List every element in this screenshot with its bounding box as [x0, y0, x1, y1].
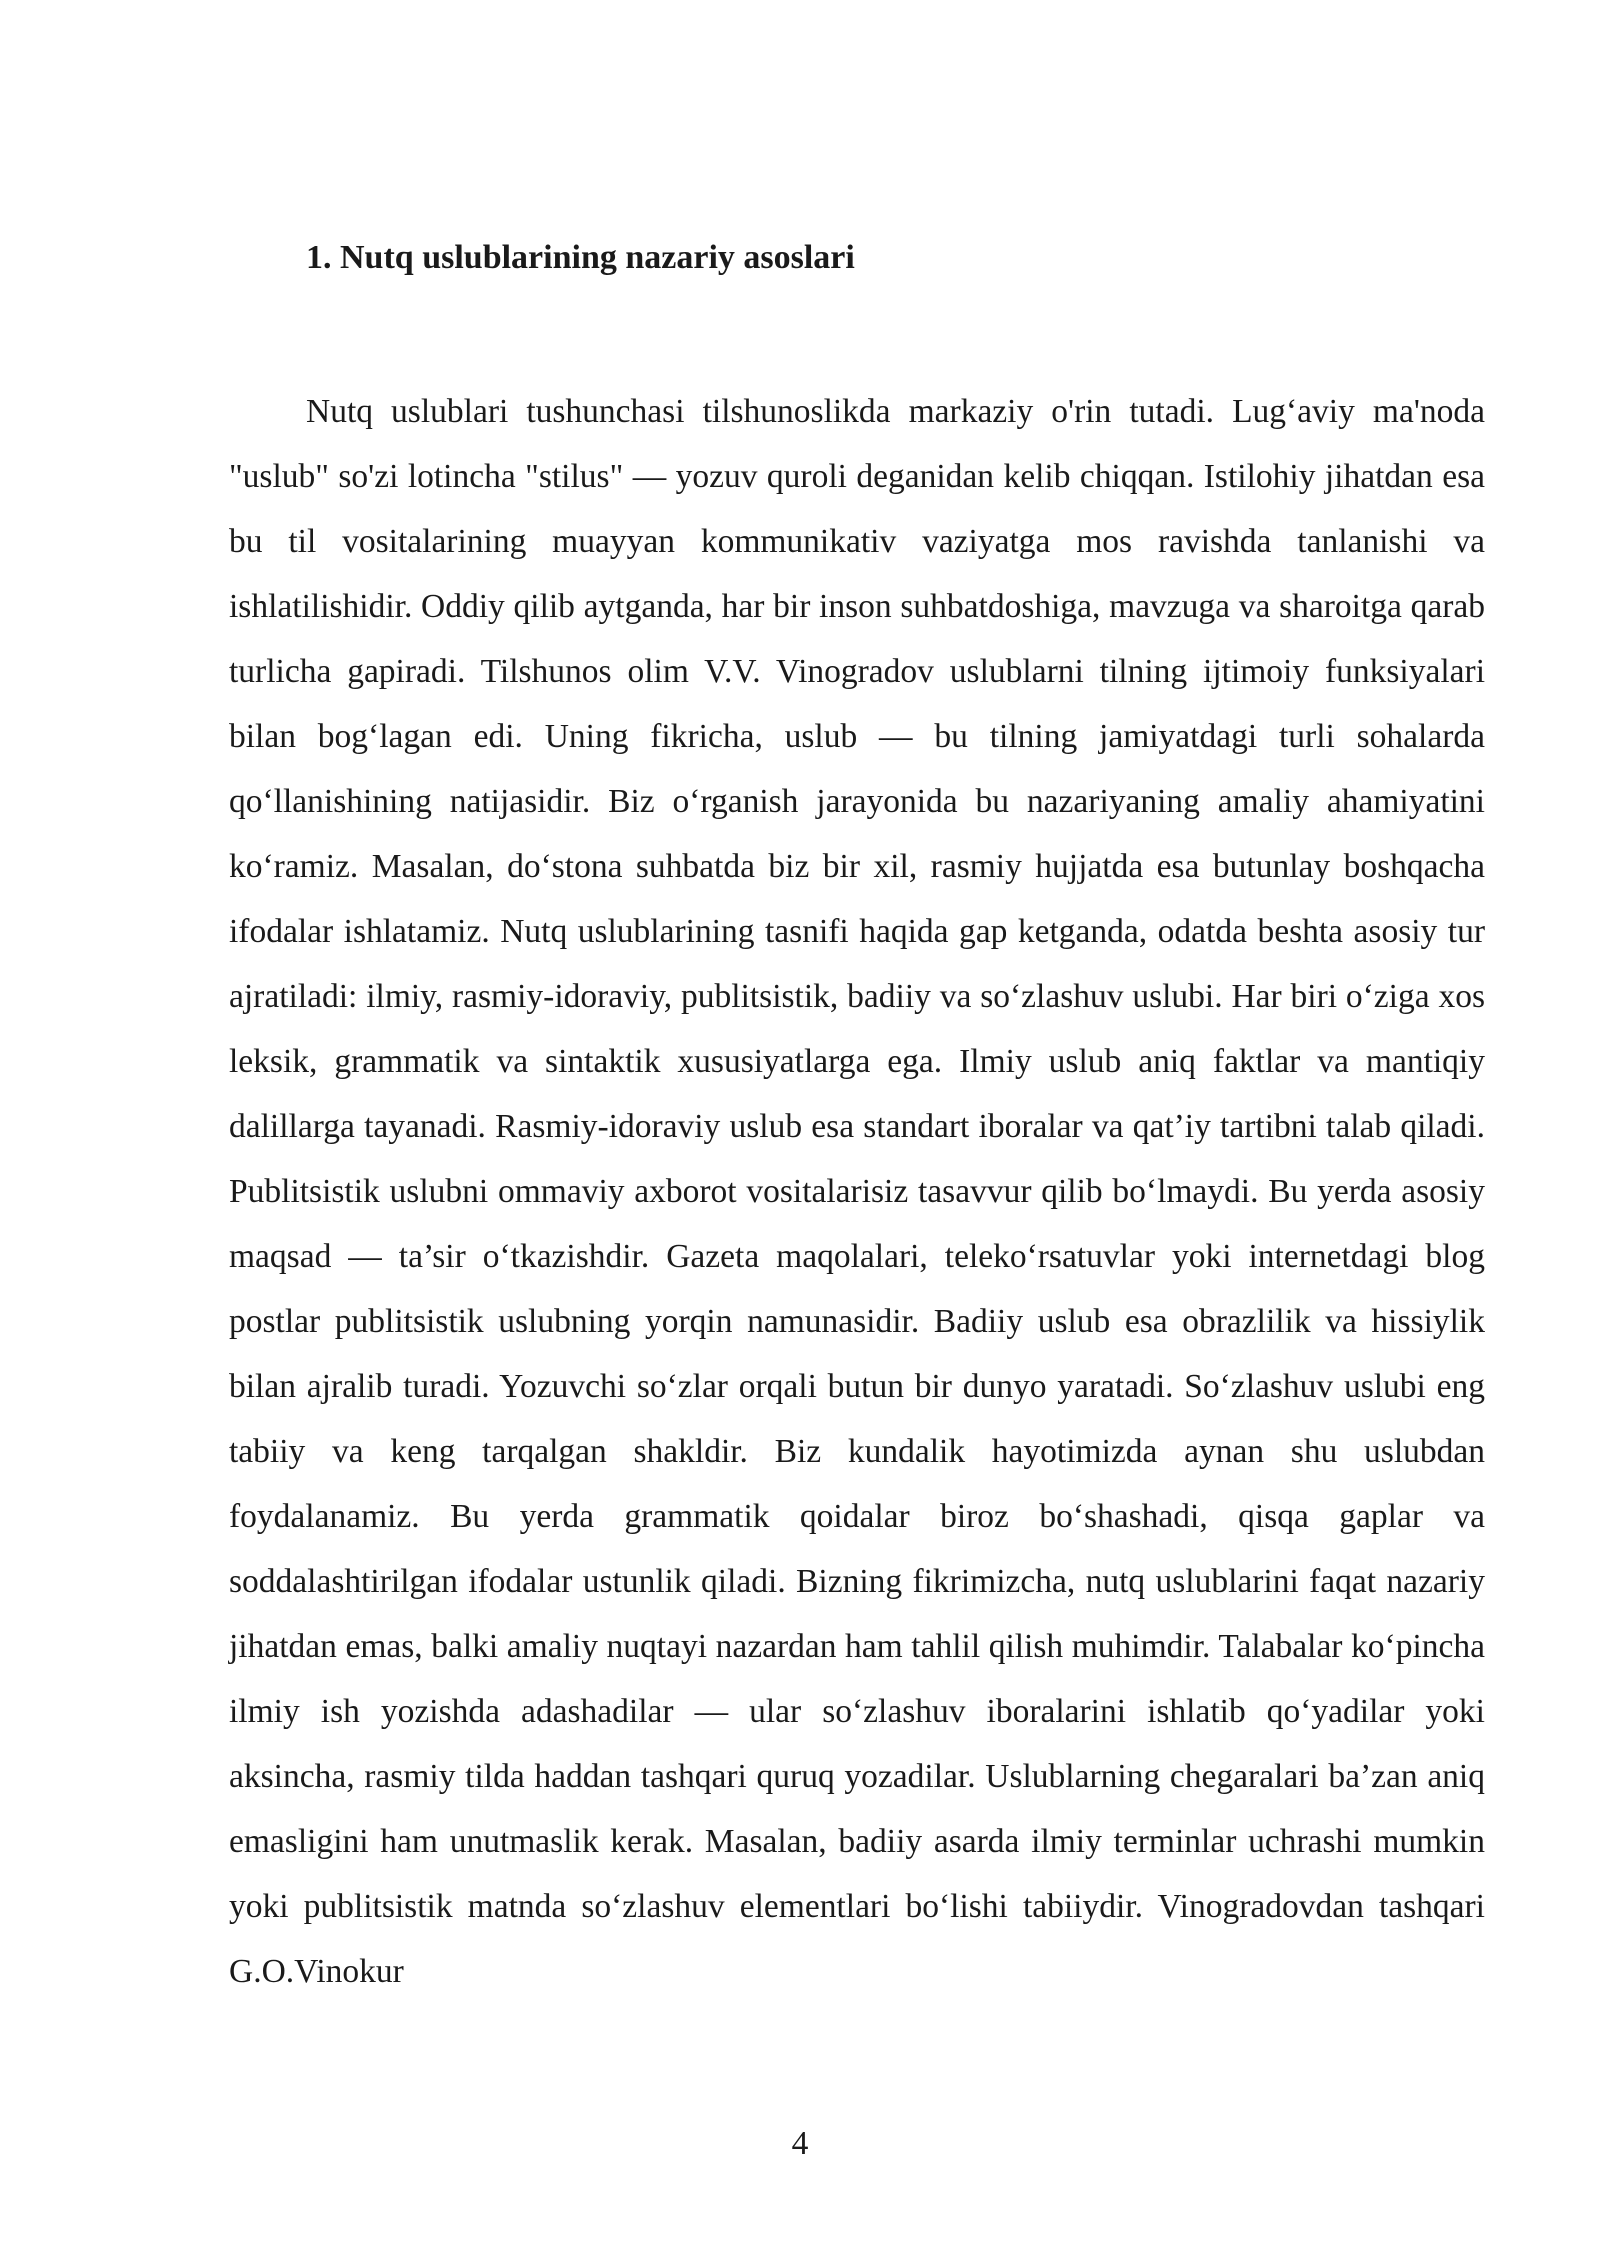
page-number: 4	[791, 2125, 809, 2162]
body-paragraph: Nutq uslublari tushunchasi tilshunoslikda markaziy o'rin tutadi. Lug‘aviy ma'noda "uslub" so'zi lotincha "stilus" — yozuv quroli deganidan kelib chiqqan. Istilohiy jihatdan esa bu til vositalarining muayyan kommunikativ vaziyatga mos ravishda tanlanishi va ishlatilishidir. Oddiy qilib aytganda, har bir inson suhbatdoshiga, mavzuga va sharoitga qarab turlicha gapiradi. Tilshunos olim V.V. Vinogradov uslublarni tilning ijtimoiy funksiyalari bilan bog‘lagan edi. Uning fikricha, uslub — bu tilning jamiyatdagi turli sohalarda qo‘llanishining natijasidir. Biz o‘rganish jarayonida bu nazariyaning amaliy ahamiyatini ko‘ramiz. Masalan, do‘stona suhbatda biz bir xil, rasmiy hujjatda esa butunlay boshqacha ifodalar ishlatamiz. Nutq uslublarining tasnifi haqida gap ketganda, odatda beshta asosiy tur ajratiladi: ilmiy, rasmiy-idoraviy, publitsistik, badiiy va so‘zlashuv uslubi. Har biri o‘ziga xos leksik, grammatik va sintaktik xususiyatlarga ega. Ilmiy uslub aniq faktlar va mantiqiy dalillarga tayanadi. Rasmiy-idoraviy uslub esa standart iboralar va qat’iy tartibni talab qiladi. Publitsistik uslubni ommaviy axborot vositalarisiz tasavvur qilib bo‘lmaydi. Bu yerda asosiy maqsad — ta’sir o‘tkazishdir. Gazeta maqolalari, teleko‘rsatuvlar yoki internetdagi blog postlar publitsistik uslubning yorqin namunasidir. Badiiy uslub esa obrazlilik va hissiylik bilan ajralib turadi. Yozuvchi so‘zlar orqali butun bir dunyo yaratadi. So‘zlashuv uslubi eng tabiiy va keng tarqalgan shakldir. Biz kundalik hayotimizda aynan shu uslubdan foydalanamiz. Bu yerda grammatik qoidalar biroz bo‘shashadi, qisqa gaplar va soddalashtirilgan ifodalar ustunlik qiladi. Bizning fikrimizcha, nutq uslublarini faqat nazariy jihatdan emas, balki amaliy nuqtayi nazardan ham tahlil qilish muhimdir. Talabalar ko‘pincha ilmiy ish yozishda adashadilar — ular so‘zlashuv iboralarini ishlatib qo‘yadilar yoki aksincha, rasmiy tilda haddan tashqari quruq yozadilar. Uslublarning chegaralari ba’zan aniq emasligini ham unutmaslik kerak. Masalan, badiiy asarda ilmiy terminlar uchrashi mumkin yoki publitsistik matnda so‘zlashuv elementlari bo‘lishi tabiiydir. Vinogradovdan tashqari G.O.Vinokur	[229, 393, 1485, 1990]
section-heading: 1. Nutq uslublarining nazariy asoslari	[306, 239, 855, 276]
